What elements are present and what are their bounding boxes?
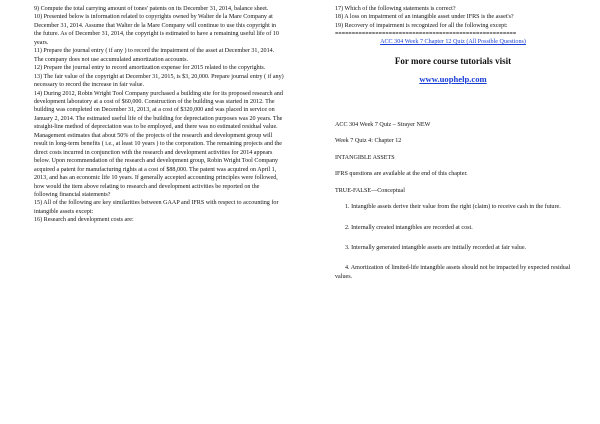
chapter-label: Week 7 Quiz 4: Chapter 12 [335,138,402,145]
tf-item-2: 2. Internally created intangibles are recorded at cost. [345,224,473,231]
question-16: 16) Research and development costs are: [34,217,134,224]
quiz-heading: ACC 304 Week 7 Quiz – Strayer NEW [335,121,431,128]
topic-label: INTANGIBLE ASSETS [335,154,395,161]
quiz-link[interactable]: ACC 304 Week 7 Chapter 12 Quiz (All Possible Questions) [380,39,526,46]
question-14: 14) During 2012, Robin Wright Tool Company purchased a building site for its proposed research and development laboratory at a cost of $60,000. Construction of the building was started in 2012. The building was completed on December 31, 2013, at a cost of $320,000 and was placed in service on January 2, 2014. The estimated useful life of the building for depreciation purposes was 20 years. The straight-line method of depreciation was to be employed, and there was no estimated residual value. Management estimates that about 50% of the projects of the research and development group will result in long-term benefits ( i.e., at least 10 years ) to the corporation. The remaining projects and the direct costs incurred in conjunction with the research and development activities for 2014 appears below. Upon recommendation of the research and development group, Robin Wright Tool Company acquired a patent for manufacturing rights at a cost of $88,000. The patent was acquired on April 1, 2013, and has an economic life 10 years. If generally accepted accounting principles were followed, how would the item above relating to research and development activities be reported on the following financial statements? [34,90,283,198]
question-10: 10) Presented below is information related to copyrights owned by Walter de la Mare Company at December 31, 2014. Assume that Walter de la Mare Company will continue to use this copyright in the future. As of December 31, 2014, the copyright is estimated to have a remaining useful life of 10 years. [34,14,279,46]
question-12: 12) Prepare the journal entry to record amortization expense for 2015 related to the copyrights. [34,65,266,72]
separator-line: ====================================================== [335,30,517,38]
section-heading: TRUE-FALSE—Conceptual [335,187,405,194]
question-15: 15) All of the following are key similarities between GAAP and IFRS with respect to accounting for intangible assets except: [34,200,279,215]
ifrs-note: IFRS questions are available at the end of this chapter. [335,171,468,178]
question-17: 17) Which of the following statements is correct? [335,6,456,12]
question-13: 13) The fair value of the copyright at December 31, 2015, is $3, 20,000. Prepare journal entry ( if any) necessary to record the increase in fair value. [34,73,284,89]
right-column [335,5,571,281]
question-11: 11) Prepare the journal entry ( if any ) to record the impairment of the asset at December 31, 2014. The company does not use accumulated amortization accounts. [34,48,275,63]
question-19: 19) Recovery of impairment is recognized for all the following except: [335,22,508,29]
website-link[interactable]: www.uophelp.com [419,73,487,84]
tf-item-4: 4. Amortization of limited-life intangible assets should not be impacted by expected residual values. [335,265,571,280]
question-9: 9) Compute the total carrying amount of tones' patents on its December 31, 2014, balance sheet. [34,6,269,12]
tf-item-3: 3. Internally generated intangible assets are initially recorded at fair value. [345,244,527,251]
question-18: 18) A loss on impairment of an intangible asset under IFRS is the asset's? [335,14,514,21]
tf-item-1: 1. Intangible assets derive their value from the right (claim) to receive cash in the future. [345,204,561,211]
promo-title: For more course tutorials visit [394,55,512,66]
left-column [34,5,284,225]
